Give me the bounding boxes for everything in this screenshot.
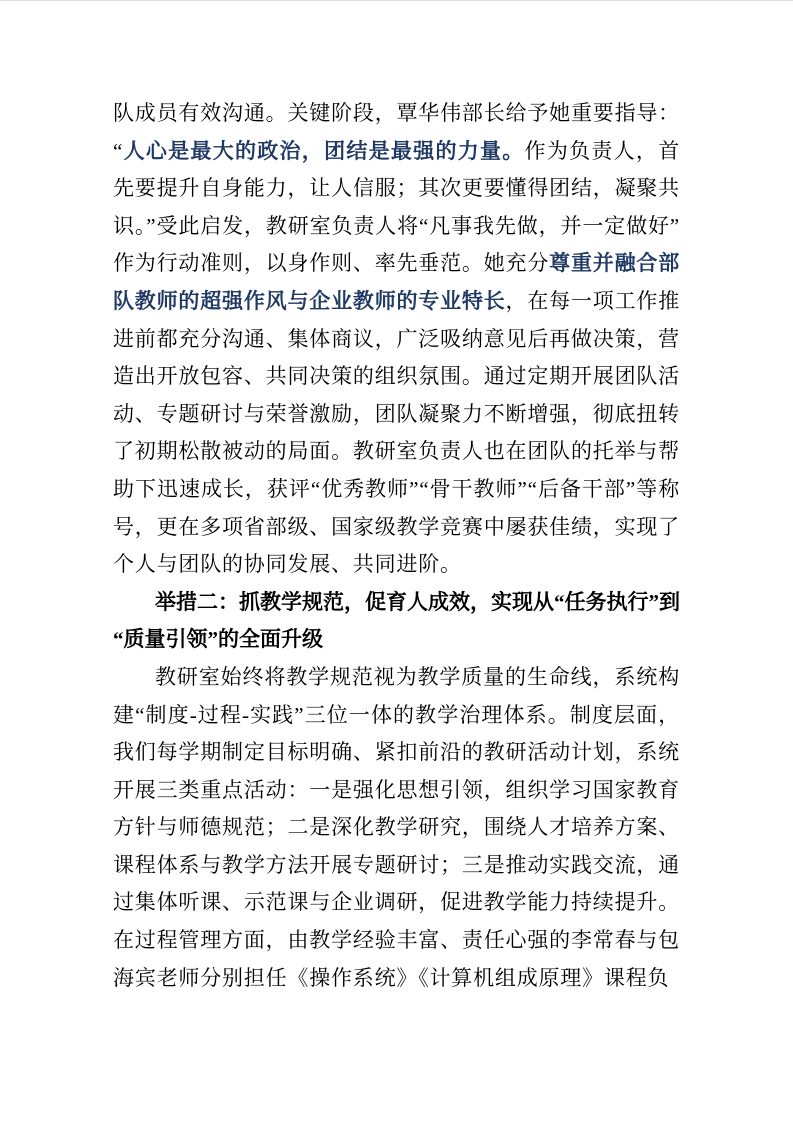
paragraph-body-measure-two xyxy=(113,659,680,997)
section-heading-measure-two xyxy=(113,584,680,659)
emphasis-text-segment: 人心是最大的政治，团结是最强的力量。 xyxy=(123,138,525,163)
text-segment: 队成员有效沟通。关键阶段，覃华伟部长给予她重要指导：“ xyxy=(113,101,680,163)
paragraph-body-continuation xyxy=(113,95,680,584)
text-segment: ，在每一项工作推进前都充分沟通、集体商议，广泛吸纳意见后再做决策，营造出开放包容、共同决策的组织氛围。通过定期开展团队活动、专题研讨与荣誉激励，团队凝聚力不断增强，彻底扭转了初期松散被动的局面。教研室负责人也在团队的托举与帮助下迅速成长，获评“优秀教师”“骨干教师”“后备干部”等称号，更在多项省部级、国家级教学竞赛中屡获佳绩，实现了个人与团队的协同发展、共同进阶。 xyxy=(113,288,680,577)
emphasis-text-segment: 尊重并融合部队教师的超强作风与企业教师的专业特长 xyxy=(113,251,680,313)
text-segment: 作为负责人，首先要提升自身能力，让人信服；其次更要懂得团结，凝聚共识。”受此启发，教研室负责人将“凡事我先做，并一定做好”作为行动准则，以身作则、率先垂范。她充分 xyxy=(113,138,680,276)
text-segment: 教研室始终将教学规范视为教学质量的生命线，系统构建“制度-过程-实践”三位一体的教学治理体系。制度层面，我们每学期制定目标明确、紧扣前沿的教研活动计划，系统开展三类重点活动：一是强化思想引领，组织学习国家教育方针与师德规范；二是深化教学研究，围绕人才培养方案、课程体系与教学方法开展专题研讨；三是推动实践交流，通过集体听课、示范课与企业调研，促进教学能力持续提升。在过程管理方面，由教学经验丰富、责任心强的李常春与包海宾老师分别担任《操作系统》《计算机组成原理》课程负 xyxy=(113,664,680,990)
page-body-text xyxy=(113,95,680,997)
heading-text-segment: 举措二：抓教学规范，促育人成效，实现从“任务执行”到“质量引领”的全面升级 xyxy=(113,589,680,652)
